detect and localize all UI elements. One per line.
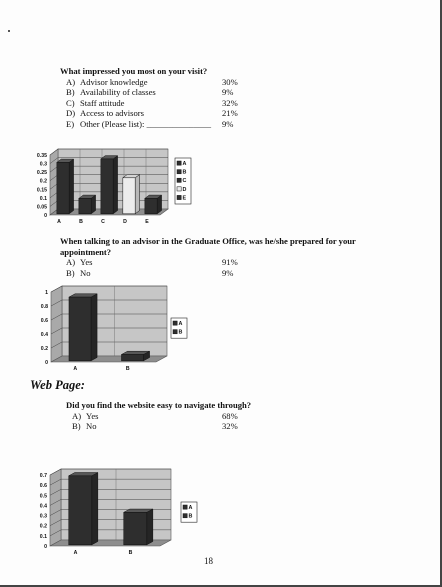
chart-legend-swatch [177, 187, 181, 191]
chart-bar-C [101, 159, 113, 214]
chart-bar-B [124, 512, 147, 544]
option-letter: E) [66, 118, 75, 129]
chart-y-tick-label: 0.1 [39, 533, 47, 540]
chart-x-tick-label: A [73, 550, 78, 556]
option-percent: 32% [222, 97, 238, 108]
option-text: No [86, 421, 97, 431]
chart-bar-B [79, 198, 91, 213]
option-letter: C) [66, 97, 75, 108]
chart-y-tick-label: 0 [44, 213, 47, 219]
chart-legend-label: A [178, 321, 183, 327]
chart-y-tick-label: 0.1 [39, 195, 47, 202]
chart-bar-side-D [135, 175, 139, 214]
chart-x-tick-label: A [73, 366, 78, 372]
option-percent: 21% [222, 108, 238, 118]
chart-y-tick-label: 0.8 [40, 304, 48, 310]
option-percent: 68% [222, 410, 238, 421]
question-1-option-c [60, 98, 300, 109]
chart-side-wall [51, 286, 62, 362]
chart-x-tick-label: C [101, 219, 105, 225]
question-1-option-b [60, 87, 300, 98]
chart-bar-side-A [92, 473, 98, 545]
chart-legend-label: B [178, 329, 183, 336]
chart-y-tick-label: 0.4 [39, 503, 47, 510]
question-1-option-d [60, 108, 300, 119]
chart-y-tick-label: 0.3 [39, 513, 47, 520]
chart-y-tick-label: 0 [45, 360, 48, 366]
question-1-option-a [60, 77, 300, 88]
chart-x-tick-label: B [79, 219, 83, 225]
option-percent: 30% [222, 76, 238, 87]
chart-y-tick-label: 0.4 [40, 332, 48, 338]
chart-bar-B [121, 355, 143, 361]
chart-legend-swatch [173, 321, 177, 325]
chart-y-tick-label: 0.35 [36, 153, 47, 159]
question-2-title-line-2: appointment? [60, 246, 112, 257]
question-3-option-b [66, 421, 306, 432]
scan-speck [8, 30, 10, 32]
chart-x-tick-label: A [57, 219, 61, 225]
option-percent: 9% [222, 118, 234, 129]
chart-legend-swatch [177, 178, 181, 182]
option-letter: B) [66, 87, 75, 97]
chart-side-wall [50, 469, 61, 546]
question-1-option-e [60, 119, 300, 130]
section-heading: Web Page: [30, 378, 85, 392]
chart-legend-swatch [183, 505, 187, 509]
question-1 [60, 66, 300, 129]
option-percent: 91% [222, 257, 238, 267]
chart-bar-A [69, 476, 92, 545]
chart-legend-label: A [188, 505, 193, 511]
chart-y-tick-label: 0.2 [39, 178, 47, 185]
page-number: 18 [204, 556, 213, 566]
option-letter: A) [66, 257, 76, 267]
chart-y-tick-label: 0.3 [39, 161, 47, 168]
question-2-option-b [60, 268, 380, 279]
chart-y-tick-label: 0 [44, 544, 47, 550]
chart-bar-side-C [113, 156, 117, 214]
chart-bar-E [145, 198, 157, 213]
chart-y-tick-label: 0.2 [40, 346, 48, 352]
chart-x-tick-label: B [125, 366, 130, 372]
chart-y-tick-label: 0.7 [39, 473, 47, 479]
chart-bar-side-A [69, 159, 73, 214]
chart-website-navigation [30, 464, 210, 558]
chart-legend-swatch [173, 330, 177, 334]
option-letter: A) [72, 410, 82, 421]
option-text: Access to advisors [80, 108, 144, 118]
option-text: Yes [80, 257, 93, 267]
question-2-title-line-1: When talking to an advisor in the Graduate Office, was he/she prepared for your [60, 236, 356, 246]
question-1-title: What impressed you most on your visit? [60, 66, 208, 76]
chart-y-tick-label: 0.6 [40, 318, 48, 324]
option-percent: 32% [222, 421, 238, 431]
question-3 [66, 400, 306, 432]
option-percent: 9% [222, 87, 234, 97]
chart-legend-label: E [182, 195, 187, 202]
question-3-title: Did you find the website easy to navigate through? [66, 400, 252, 410]
chart-y-tick-label: 0.5 [39, 493, 47, 500]
chart-y-tick-label: 0.05 [36, 204, 47, 211]
chart-x-tick-label: D [123, 219, 127, 225]
option-text: Other (Please list): _______________ [80, 118, 212, 129]
chart-advisor-prepared [24, 282, 224, 372]
chart-legend-label: B [188, 513, 193, 520]
option-letter: A) [66, 76, 76, 87]
chart-legend-label: B [182, 169, 187, 176]
chart-bar-D [123, 178, 135, 214]
chart-legend-swatch [177, 195, 181, 199]
chart-legend-swatch [177, 170, 181, 174]
option-letter: D) [66, 108, 76, 118]
chart-y-tick-label: 0.2 [39, 523, 47, 530]
chart-x-tick-label: B [128, 550, 133, 556]
question-2 [60, 236, 380, 278]
chart-bar-A [57, 162, 69, 213]
chart-legend-label: A [182, 161, 187, 167]
question-3-option-a [66, 411, 306, 422]
chart-legend-label: C [182, 178, 187, 185]
option-percent: 9% [222, 267, 234, 278]
chart-y-tick-label: 0.15 [36, 187, 47, 194]
option-text: Staff attitude [80, 97, 125, 108]
chart-y-tick-label: 0.25 [36, 170, 47, 177]
option-letter: B) [72, 421, 81, 431]
chart-x-tick-label: E [145, 219, 149, 225]
chart-y-tick-label: 1 [45, 290, 48, 296]
chart-y-tick-label: 0.6 [39, 483, 47, 490]
chart-bar-side-B [147, 509, 153, 545]
chart-legend-swatch [183, 514, 187, 518]
option-text: No [80, 267, 91, 278]
chart-bar-side-A [91, 294, 97, 361]
option-letter: B) [66, 267, 75, 278]
chart-impressed-most [24, 140, 224, 224]
option-text: Yes [86, 410, 99, 421]
chart-legend-label: D [182, 186, 187, 193]
option-text: Advisor knowledge [80, 76, 148, 87]
question-2-option-a [60, 257, 380, 268]
chart-legend-swatch [177, 161, 181, 165]
option-text: Availability of classes [80, 87, 156, 97]
chart-bar-A [69, 297, 91, 361]
